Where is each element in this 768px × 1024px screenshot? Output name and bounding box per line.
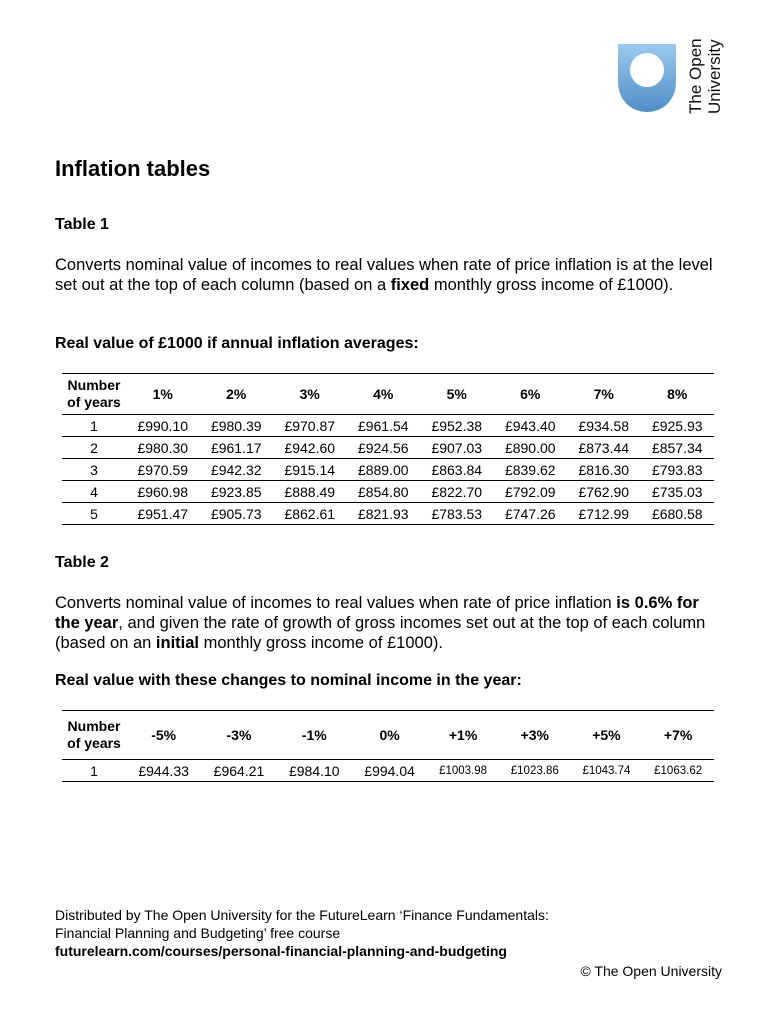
value-cell: £792.09: [494, 481, 568, 503]
row-years-cell: 1: [62, 760, 126, 782]
column-header: 1%: [126, 374, 200, 415]
value-cell: £863.84: [420, 459, 494, 481]
logo-line-1: The Open: [686, 38, 705, 114]
table2-desc-part: monthly gross income of £1000).: [199, 634, 443, 652]
value-cell: £816.30: [567, 459, 641, 481]
value-cell: £943.40: [494, 415, 568, 437]
table-header-row: [62, 711, 714, 760]
table2-desc-part: Converts nominal value of incomes to real values when rate of price inflation: [55, 594, 617, 612]
table1-subheading: Real value of £1000 if annual inflation averages:: [55, 335, 419, 352]
table-row: [62, 481, 714, 503]
value-cell: £924.56: [347, 437, 421, 459]
footer-line-2: Financial Planning and Budgeting’ free course: [55, 925, 341, 941]
table-row: [62, 459, 714, 481]
table2-description: [55, 593, 725, 653]
value-cell: £839.62: [494, 459, 568, 481]
table2-desc-bold: initial: [155, 634, 200, 652]
column-header-years: Number of years: [62, 711, 126, 760]
column-header: 7%: [567, 374, 641, 415]
value-cell: £923.85: [200, 481, 274, 503]
footer-distribution: [55, 906, 549, 960]
value-cell: £990.10: [126, 415, 200, 437]
value-cell: £970.87: [273, 415, 347, 437]
row-years-cell: 3: [62, 459, 126, 481]
column-header: +3%: [499, 711, 571, 760]
logo-wordmark: [684, 38, 728, 114]
column-header: +7%: [642, 711, 714, 760]
logo-line-2: University: [705, 39, 724, 114]
column-header: 2%: [200, 374, 274, 415]
value-cell: £857.34: [641, 437, 715, 459]
value-cell: £942.60: [273, 437, 347, 459]
column-header: 5%: [420, 374, 494, 415]
value-cell: £822.70: [420, 481, 494, 503]
shield-logo-icon: [616, 42, 678, 114]
table-row: [62, 760, 714, 782]
page-title: Inflation tables: [55, 156, 211, 181]
row-years-cell: 1: [62, 415, 126, 437]
inflation-table-1: [62, 373, 714, 525]
open-university-logo: [616, 38, 726, 114]
course-link[interactable]: futurelearn.com/courses/personal-financial-planning-and-budgeting: [55, 943, 507, 959]
value-cell: £712.99: [567, 503, 641, 525]
column-header: 4%: [347, 374, 421, 415]
table2-desc-bold: is 0.6% for the year: [55, 594, 699, 632]
value-cell: £952.38: [420, 415, 494, 437]
table-row: [62, 415, 714, 437]
table1-desc-part: Converts nominal value of incomes to real values when rate of price inflation is at the level set out at the top of each column (based on a: [55, 256, 713, 294]
table1-heading: Table 1: [55, 216, 109, 233]
value-cell: £793.83: [641, 459, 715, 481]
copyright: © The Open University: [580, 963, 722, 979]
value-cell: £964.21: [201, 760, 276, 782]
value-cell: £905.73: [200, 503, 274, 525]
value-cell: £980.39: [200, 415, 274, 437]
table2-subheading: Real value with these changes to nominal income in the year:: [55, 672, 522, 689]
value-cell: £889.00: [347, 459, 421, 481]
column-header: -1%: [277, 711, 352, 760]
column-header: +5%: [571, 711, 643, 760]
column-header: 3%: [273, 374, 347, 415]
value-cell: £890.00: [494, 437, 568, 459]
value-cell: £942.32: [200, 459, 274, 481]
value-cell: £862.61: [273, 503, 347, 525]
value-cell: £984.10: [277, 760, 352, 782]
footer-line-1: Distributed by The Open University for the FutureLearn ‘Finance Fundamentals:: [55, 907, 549, 923]
value-cell: £821.93: [347, 503, 421, 525]
value-cell: £1043.74: [571, 760, 643, 782]
row-years-cell: 5: [62, 503, 126, 525]
value-cell: £925.93: [641, 415, 715, 437]
value-cell: £854.80: [347, 481, 421, 503]
column-header: 6%: [494, 374, 568, 415]
column-header-years: Number of years: [62, 374, 126, 415]
value-cell: £960.98: [126, 481, 200, 503]
value-cell: £970.59: [126, 459, 200, 481]
table-header-row: [62, 374, 714, 415]
column-header: 8%: [641, 374, 715, 415]
column-header: -5%: [126, 711, 201, 760]
column-header: +1%: [427, 711, 499, 760]
table1-desc-bold: fixed: [390, 276, 430, 294]
table1-description: [55, 255, 725, 295]
table-row: [62, 437, 714, 459]
inflation-table-2: [62, 710, 714, 782]
value-cell: £762.90: [567, 481, 641, 503]
value-cell: £994.04: [352, 760, 427, 782]
column-header: -3%: [201, 711, 276, 760]
table-row: [62, 503, 714, 525]
table2-desc-part: , and given the rate of growth of gross incomes set out at the top of each column (based on an: [55, 614, 706, 652]
value-cell: £951.47: [126, 503, 200, 525]
value-cell: £915.14: [273, 459, 347, 481]
value-cell: £934.58: [567, 415, 641, 437]
table2-heading: Table 2: [55, 554, 109, 571]
value-cell: £944.33: [126, 760, 201, 782]
row-years-cell: 2: [62, 437, 126, 459]
value-cell: £747.26: [494, 503, 568, 525]
value-cell: £1003.98: [427, 760, 499, 782]
value-cell: £961.54: [347, 415, 421, 437]
value-cell: £961.17: [200, 437, 274, 459]
value-cell: £735.03: [641, 481, 715, 503]
value-cell: £873.44: [567, 437, 641, 459]
value-cell: £980.30: [126, 437, 200, 459]
row-years-cell: 4: [62, 481, 126, 503]
value-cell: £907.03: [420, 437, 494, 459]
value-cell: £1023.86: [499, 760, 571, 782]
value-cell: £888.49: [273, 481, 347, 503]
value-cell: £680.58: [641, 503, 715, 525]
value-cell: £783.53: [420, 503, 494, 525]
column-header: 0%: [352, 711, 427, 760]
value-cell: £1063.62: [642, 760, 714, 782]
table1-desc-part: monthly gross income of £1000).: [429, 276, 674, 294]
